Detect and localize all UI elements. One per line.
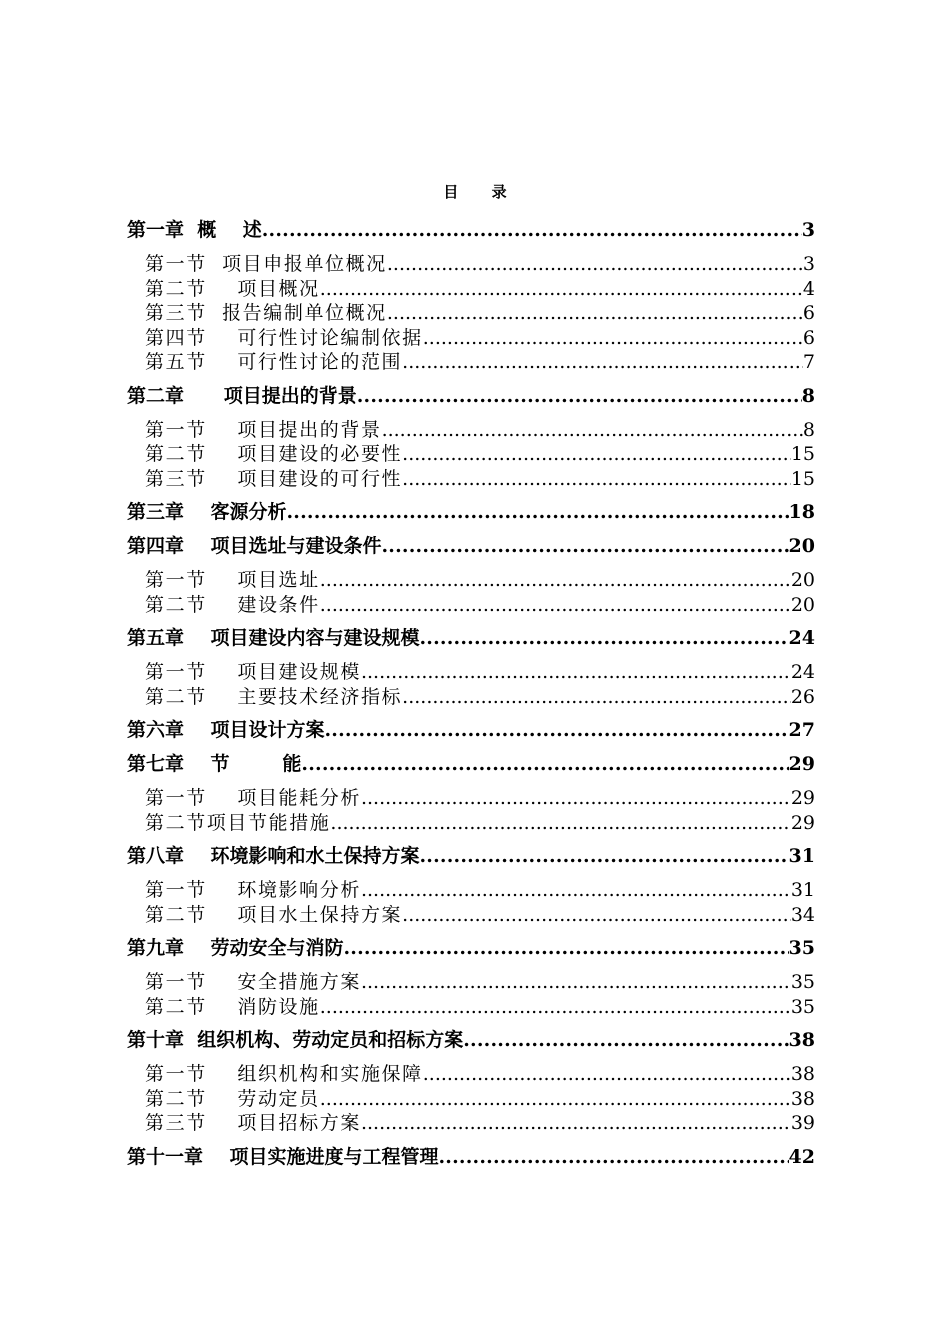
toc-page-number: 31	[790, 879, 815, 901]
toc-entry-label: 第二节 建设条件	[145, 593, 320, 616]
dot-leader	[387, 252, 803, 277]
toc-section-1-4[interactable]	[127, 326, 815, 351]
dot-leader	[320, 568, 791, 593]
dot-leader	[402, 685, 791, 710]
toc-page-number: 38	[788, 1029, 815, 1051]
toc-chapter-8[interactable]	[127, 844, 815, 868]
toc-section-10-1[interactable]	[127, 1062, 815, 1087]
toc-entry-label: 第一节 环境影响分析	[145, 879, 361, 901]
toc-page-number: 6	[802, 326, 815, 349]
dot-leader	[357, 384, 802, 408]
toc-page-number: 8	[801, 384, 815, 407]
toc-section-1-5[interactable]	[127, 350, 815, 375]
toc-page-number: 35	[790, 995, 815, 1018]
toc-page-number: 6	[802, 302, 815, 324]
toc-page-number: 38	[790, 1063, 815, 1085]
toc-section-2-1[interactable]	[127, 418, 815, 443]
toc-page-number: 8	[802, 418, 815, 441]
toc-section-1-2[interactable]	[127, 277, 815, 302]
toc-section-10-2[interactable]	[127, 1087, 815, 1112]
toc-entry-label: 第三节 项目建设的可行性	[145, 467, 403, 490]
toc-section-8-2[interactable]	[127, 903, 815, 928]
toc-chapter-2[interactable]	[127, 384, 815, 408]
toc-page-number: 4	[802, 277, 815, 300]
toc-page-number: 24	[790, 661, 815, 683]
toc-section-9-1[interactable]	[127, 970, 815, 995]
toc-entry-label: 第九章 劳动安全与消防	[127, 937, 344, 959]
toc-entry-label: 第十章 组织机构、劳动定员和招标方案	[127, 1029, 464, 1051]
toc-chapter-11[interactable]	[127, 1145, 815, 1169]
toc-entry-label: 第三节 项目招标方案	[145, 1112, 361, 1134]
toc-chapter-9[interactable]	[127, 936, 815, 960]
toc-entry-label: 第一节 项目申报单位概况	[145, 253, 387, 275]
toc-entry-label: 第二节 主要技术经济指标	[145, 685, 403, 708]
dot-leader	[438, 1145, 788, 1169]
toc-entry-label: 第一节 组织机构和实施保障	[145, 1063, 423, 1085]
dot-leader	[343, 936, 788, 960]
toc-entry-label: 第二章 项目提出的背景	[127, 384, 357, 407]
toc-page-number: 38	[790, 1087, 815, 1110]
toc-page-number: 29	[788, 753, 815, 775]
dot-leader	[324, 718, 788, 742]
toc-entry-label: 第一节 项目选址	[145, 569, 320, 591]
toc-page-number: 29	[790, 811, 815, 834]
toc-page-number: 35	[788, 937, 815, 959]
dot-leader	[463, 1028, 788, 1052]
toc-page-number: 42	[788, 1145, 815, 1168]
dot-leader	[419, 844, 788, 868]
toc-page-number: 7	[802, 351, 815, 373]
toc-entry-label: 第四章 项目选址与建设条件	[127, 535, 382, 557]
toc-page-number: 29	[790, 787, 815, 809]
toc-section-8-1[interactable]	[127, 878, 815, 903]
toc-section-2-3[interactable]	[127, 467, 815, 492]
toc-chapter-10[interactable]	[127, 1028, 815, 1052]
toc-entry-label: 第一章 概 述	[127, 219, 262, 241]
toc-entry-label: 第六章 项目设计方案	[127, 719, 325, 741]
toc-page-number: 35	[790, 971, 815, 993]
toc-entry-label: 第二节 消防设施	[145, 995, 320, 1018]
dot-leader	[320, 277, 803, 302]
toc-chapter-5[interactable]	[127, 626, 815, 650]
toc-section-9-2[interactable]	[127, 995, 815, 1020]
toc-entry-label: 第五章 项目建设内容与建设规模	[127, 627, 420, 649]
dot-leader	[262, 218, 802, 242]
toc-section-1-3[interactable]	[127, 301, 815, 326]
toc-entry-label: 第二节项目节能措施	[145, 811, 331, 834]
toc-entry-label: 第一节 项目建设规模	[145, 661, 361, 683]
dot-leader	[320, 995, 791, 1020]
toc-page-number: 34	[790, 903, 815, 926]
dot-leader	[402, 350, 803, 375]
toc-section-2-2[interactable]	[127, 442, 815, 467]
toc-page-number: 31	[788, 845, 815, 867]
dot-leader	[402, 442, 791, 467]
toc-page-number: 20	[788, 535, 815, 557]
dot-leader	[301, 752, 788, 776]
toc-page-number: 18	[788, 501, 815, 523]
toc-chapter-7[interactable]	[127, 752, 815, 776]
toc-section-10-3[interactable]	[127, 1111, 815, 1136]
toc-entry-label: 第七章 节 能	[127, 753, 302, 775]
dot-leader	[330, 811, 790, 836]
toc-page-number: 3	[802, 253, 815, 275]
toc-chapter-3[interactable]	[127, 500, 815, 524]
toc-chapter-6[interactable]	[127, 718, 815, 742]
toc-title: 目 录	[443, 183, 521, 201]
toc-entry-label: 第十一章 项目实施进度与工程管理	[127, 1145, 439, 1168]
toc-page-number: 26	[790, 685, 815, 708]
dot-leader	[361, 660, 791, 685]
dot-leader	[320, 1087, 791, 1112]
dot-leader	[361, 786, 791, 811]
dot-leader	[320, 593, 791, 618]
toc-section-5-1[interactable]	[127, 660, 815, 685]
toc-entry-label: 第一节 项目能耗分析	[145, 787, 361, 809]
toc-page-number: 20	[790, 569, 815, 591]
toc-page-number: 24	[788, 627, 815, 649]
toc-page-number: 27	[788, 719, 815, 741]
toc-entry-label: 第二节 劳动定员	[145, 1087, 320, 1110]
dot-leader	[419, 626, 788, 650]
toc-section-1-1[interactable]	[127, 252, 815, 277]
toc-page-number: 15	[790, 467, 815, 490]
toc-entry-label: 第四节 可行性讨论编制依据	[145, 326, 423, 349]
dot-leader	[381, 534, 788, 558]
toc-entry-label: 第三节 报告编制单位概况	[145, 302, 387, 324]
dot-leader	[382, 418, 803, 443]
toc-chapter-1[interactable]	[127, 218, 815, 242]
toc-page-number: 15	[790, 443, 815, 465]
toc-entry-label: 第二节 项目概况	[145, 277, 320, 300]
toc-chapter-4[interactable]	[127, 534, 815, 558]
toc-page-number: 3	[801, 219, 815, 241]
dot-leader	[361, 878, 791, 903]
toc-entry-label: 第一节 安全措施方案	[145, 971, 361, 993]
dot-leader	[423, 326, 803, 351]
toc-entry-label: 第三章 客源分析	[127, 501, 287, 523]
dot-leader	[402, 467, 791, 492]
dot-leader	[423, 1062, 791, 1087]
toc-section-4-1[interactable]	[127, 568, 815, 593]
toc-entry-label: 第二节 项目建设的必要性	[145, 443, 403, 465]
dot-leader	[361, 970, 791, 995]
toc-entry-label: 第一节 项目提出的背景	[145, 418, 382, 441]
toc-entry-label: 第八章 环境影响和水土保持方案	[127, 845, 420, 867]
dot-leader	[387, 301, 803, 326]
toc-page-number: 20	[790, 593, 815, 616]
dot-leader	[286, 500, 788, 524]
dot-leader	[361, 1111, 791, 1136]
table-of-contents	[127, 212, 815, 1179]
dot-leader	[402, 903, 791, 928]
toc-entry-label: 第二节 项目水土保持方案	[145, 903, 403, 926]
toc-section-4-2[interactable]	[127, 593, 815, 618]
toc-entry-label: 第五节 可行性讨论的范围	[145, 351, 403, 373]
toc-section-5-2[interactable]	[127, 685, 815, 710]
toc-section-7-1[interactable]	[127, 786, 815, 811]
toc-page-number: 39	[790, 1112, 815, 1134]
toc-section-7-2[interactable]	[127, 811, 815, 836]
